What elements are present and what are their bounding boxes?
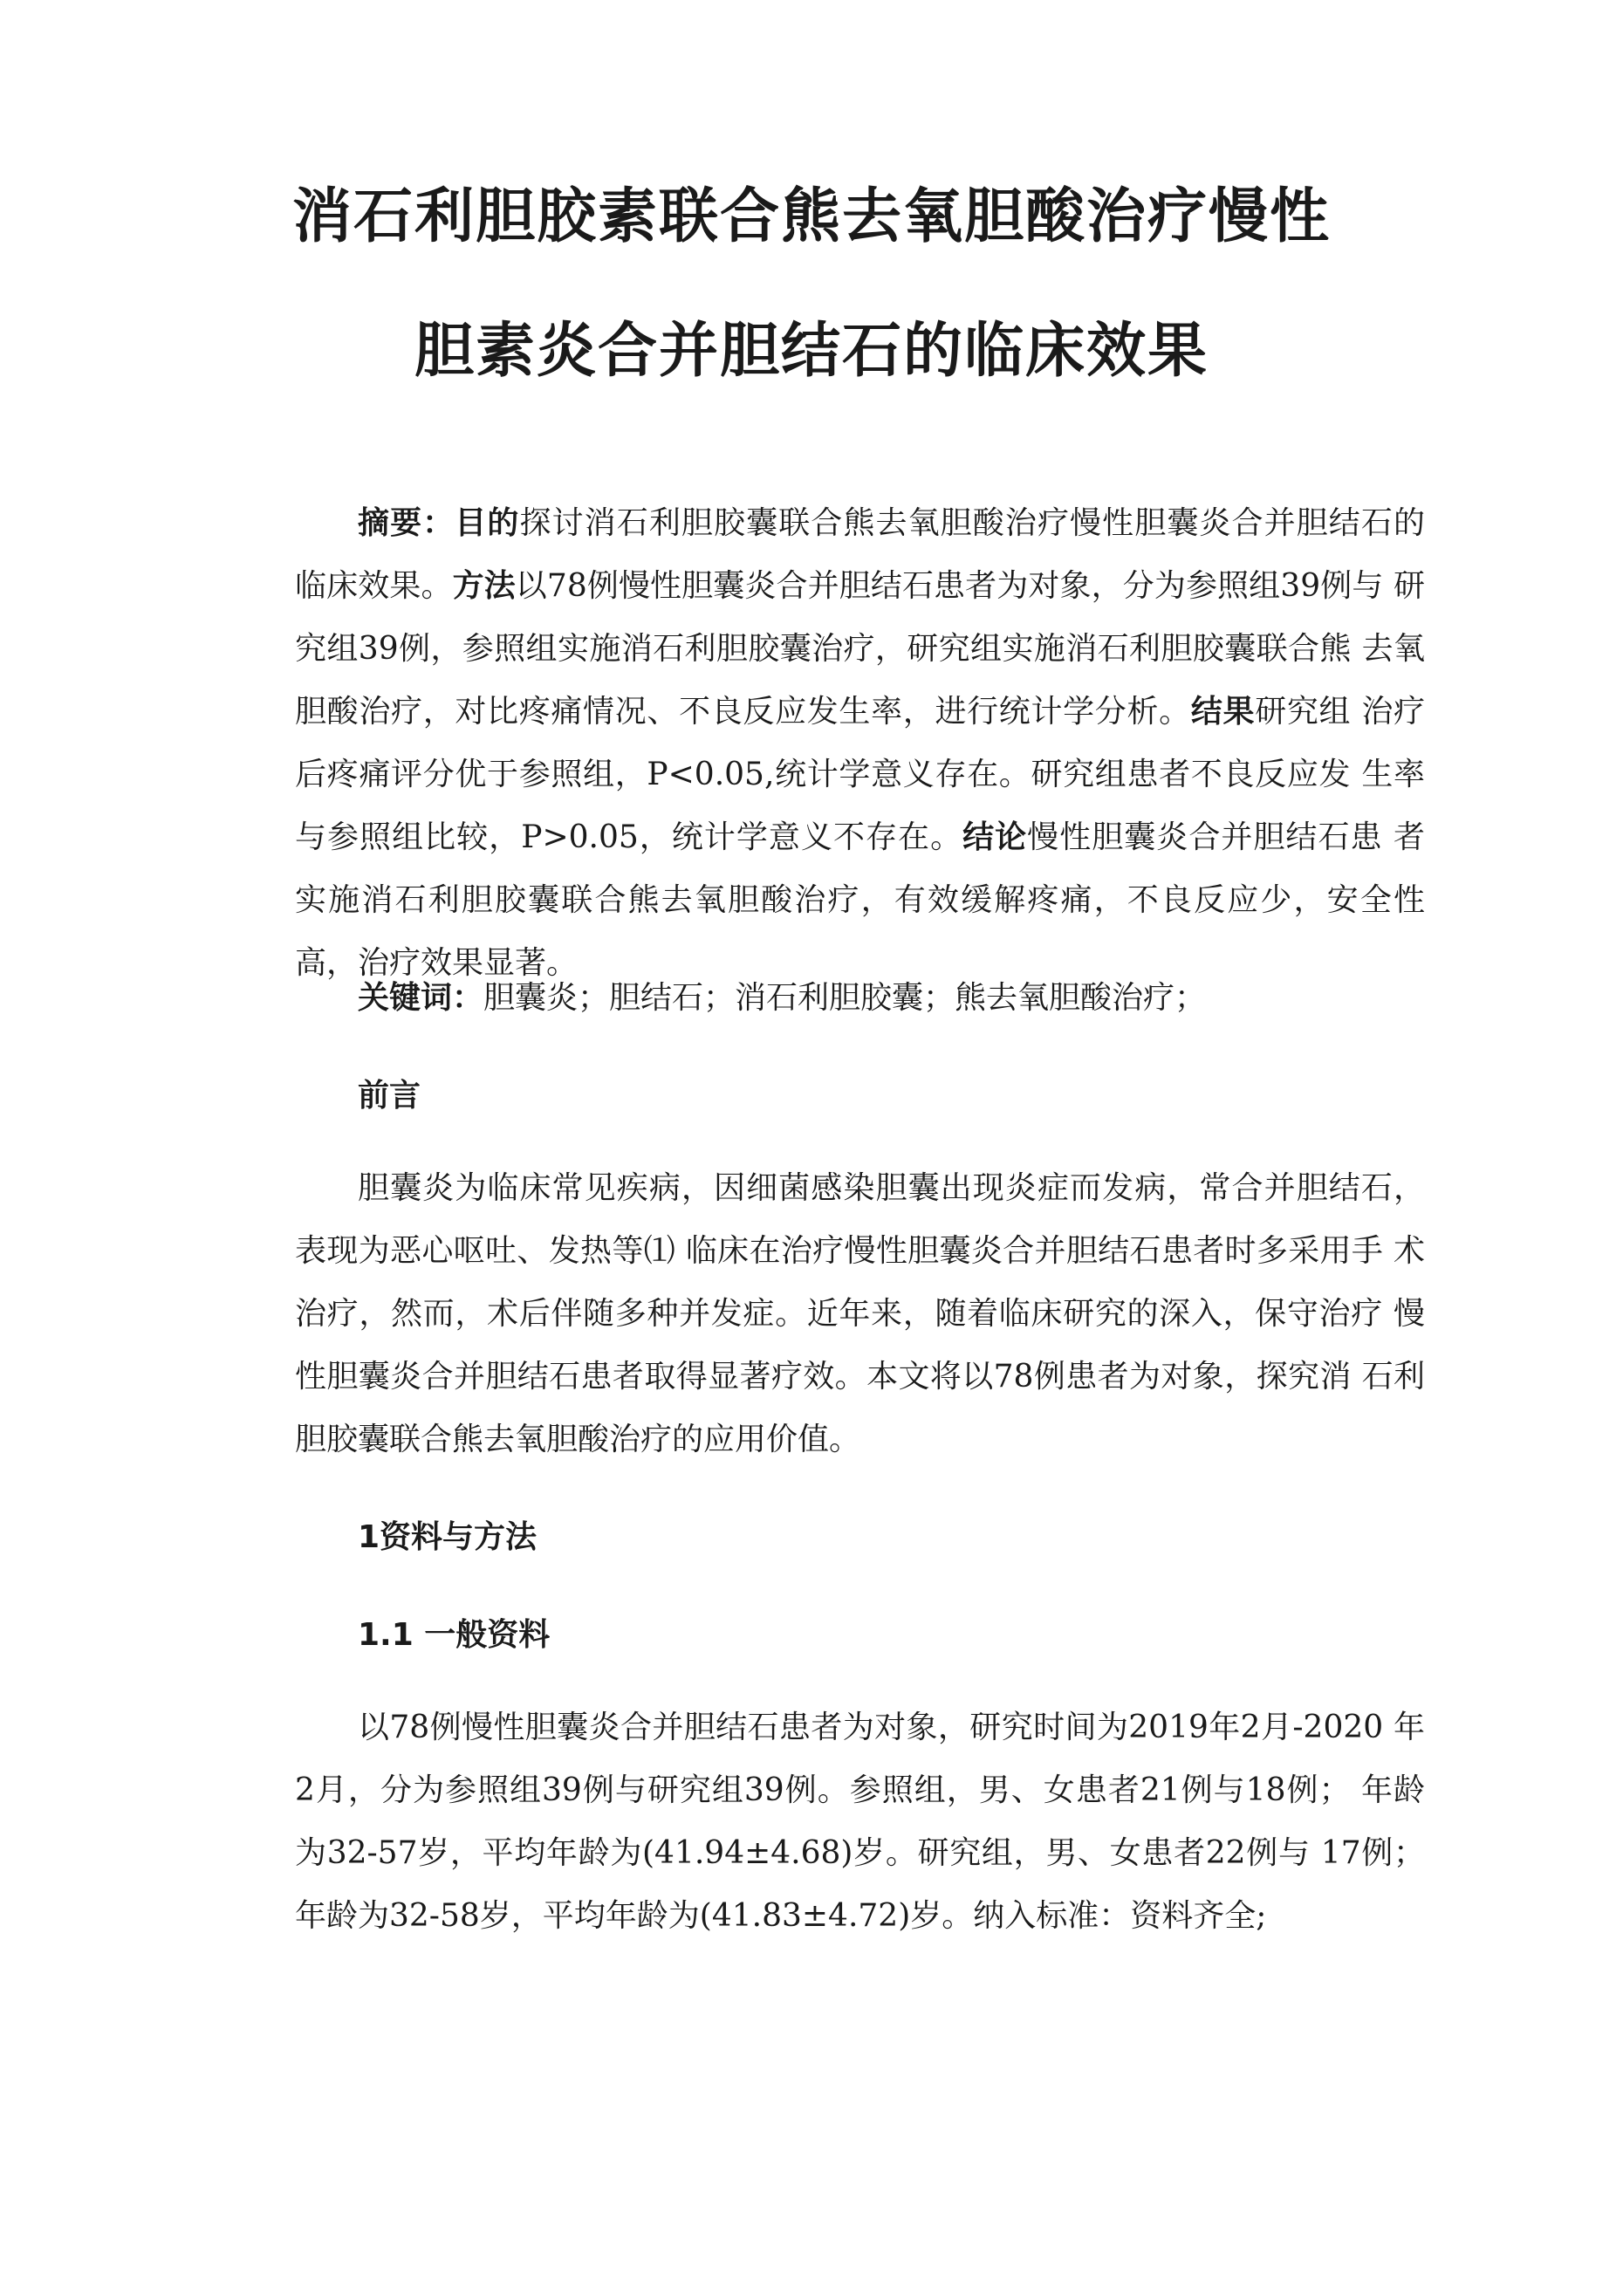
conclusion-label: 结论: [962, 819, 1028, 855]
paper-title-line-2: 胆素炎合并胆结石的临床效果: [414, 317, 1209, 386]
method-text: 以78例慢性胆囊炎合并胆结石患者为对象，分为参照组39例与 研究组39例，参照组实施消石利胆胶囊治疗，研究组实施消石利胆胶囊联合熊 去氧胆酸治疗，对比疼痛情况、不良反应发生率，进行统计学分析。: [295, 568, 1425, 730]
purpose-label: 目的: [455, 505, 520, 541]
method-label: 方法: [452, 568, 516, 604]
result-text: 研究组 治疗后疼痛评分优于参照组，P<0.05,统计学意义存在。研究组患者不良反应发 生率与参照组比较，P>0.05，统计学意义不存在。: [295, 694, 1425, 855]
section-1-heading: [295, 1506, 1425, 1569]
keywords-label: 关键词：: [358, 980, 484, 1016]
keywords-text: 胆囊炎；胆结石；消石利胆胶囊；熊去氧胆酸治疗；: [483, 980, 1207, 1016]
section-1-1-heading-text: 1.1 一般资料: [358, 1617, 551, 1653]
intro-heading-text: 前言: [358, 1078, 421, 1114]
abstract-paragraph: [295, 492, 1425, 995]
conclusion-text: 慢性胆囊炎合并胆结石患 者实施消石利胆胶囊联合熊去氧胆酸治疗，有效缓解疼痛，不良反应少，安全性 高，治疗效果显著。: [295, 819, 1425, 981]
abstract-label: 摘要：: [358, 505, 455, 541]
paper-title-line-1: 消石利胆胶素联合熊去氧胆酸治疗慢性: [291, 182, 1331, 251]
purpose-text: 探讨消石利胆胶囊联合熊去氧胆酸治疗慢性胆囊炎合并胆结石的 临床效果。: [295, 505, 1425, 604]
section-1-heading-text: 1资料与方法: [358, 1519, 538, 1555]
section-1-1-heading: [295, 1604, 1425, 1667]
intro-body: 胆囊炎为临床常见疾病，因细菌感染胆囊出现炎症而发病，常合并胆结石， 表现为恶心呕吐、发热等⑴ 临床在治疗慢性胆囊炎合并胆结石患者时多采用手 术治疗，然而，术后伴随多种并发症。近年来，随着临床研究的深入，保守治疗 慢性胆囊炎合并胆结石患者取得显著疗效。本文将以78例患者为对象，探究消 石利胆胶囊联合熊去氧胆酸治疗的应用价值。: [295, 1170, 1425, 1457]
section-1-1-body: 以78例慢性胆囊炎合并胆结石患者为对象，研究时间为2019年2月-2020 年2月，分为参照组39例与研究组39例。参照组，男、女患者21例与18例； 年龄为32-57岁，平均年龄为(41.94±4.68)岁。研究组，男、女患者22例与 17例；年龄为32-58岁，平均年龄为(41.83±4.72)岁。纳入标准：资料齐全;: [295, 1710, 1425, 1934]
intro-heading: [295, 1065, 1425, 1127]
result-label: 结果: [1190, 694, 1256, 730]
keywords-line: [295, 967, 1425, 1030]
